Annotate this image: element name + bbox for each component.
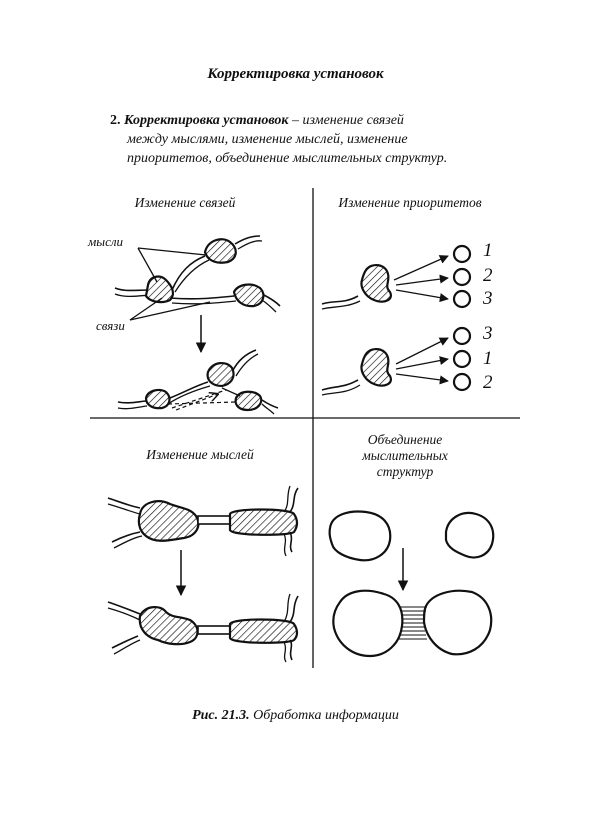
rank-after-3: 3 — [483, 323, 493, 344]
panel-title-links: Изменение связей — [134, 195, 236, 210]
item-number: 2. — [110, 113, 121, 128]
caption-text: Обработка информации — [249, 708, 399, 723]
figure-caption — [0, 708, 591, 724]
item-line2: между мыслями, изменение мыслей, изменение — [127, 132, 408, 147]
merge-title-line1: Объединение — [367, 432, 443, 447]
page-title: Корректировка установок — [207, 66, 384, 82]
rank-before-2: 2 — [483, 265, 493, 286]
item-dash: – — [288, 113, 303, 128]
priorities-after — [322, 328, 470, 395]
panel-title-priorities: Изменение приоритетов — [338, 195, 482, 210]
rank-after-2: 2 — [483, 372, 493, 393]
links-before — [115, 236, 280, 320]
merge-after — [333, 591, 491, 656]
rank-before-1: 1 — [483, 240, 493, 261]
thoughts-before — [108, 486, 298, 556]
caption-lead: Рис. 21.3. — [192, 708, 250, 723]
item-line1: изменение связей — [302, 113, 404, 128]
merge-title-line3: структур — [376, 464, 434, 479]
merge-title-line2: мыслительных — [362, 448, 448, 463]
item-term: Корректировка установок — [124, 113, 289, 128]
rank-before-3: 3 — [483, 288, 493, 309]
links-after — [118, 350, 278, 414]
merge-before — [330, 512, 494, 561]
label-links: связи — [96, 318, 125, 333]
priorities-before — [322, 246, 470, 309]
thoughts-after — [108, 594, 298, 662]
rank-after-1: 1 — [483, 348, 493, 369]
item-line3: приоритетов, объединение мыслительных структур. — [127, 151, 448, 166]
label-thoughts: мысли — [88, 234, 124, 249]
panel-title-thoughts: Изменение мыслей — [146, 447, 254, 462]
